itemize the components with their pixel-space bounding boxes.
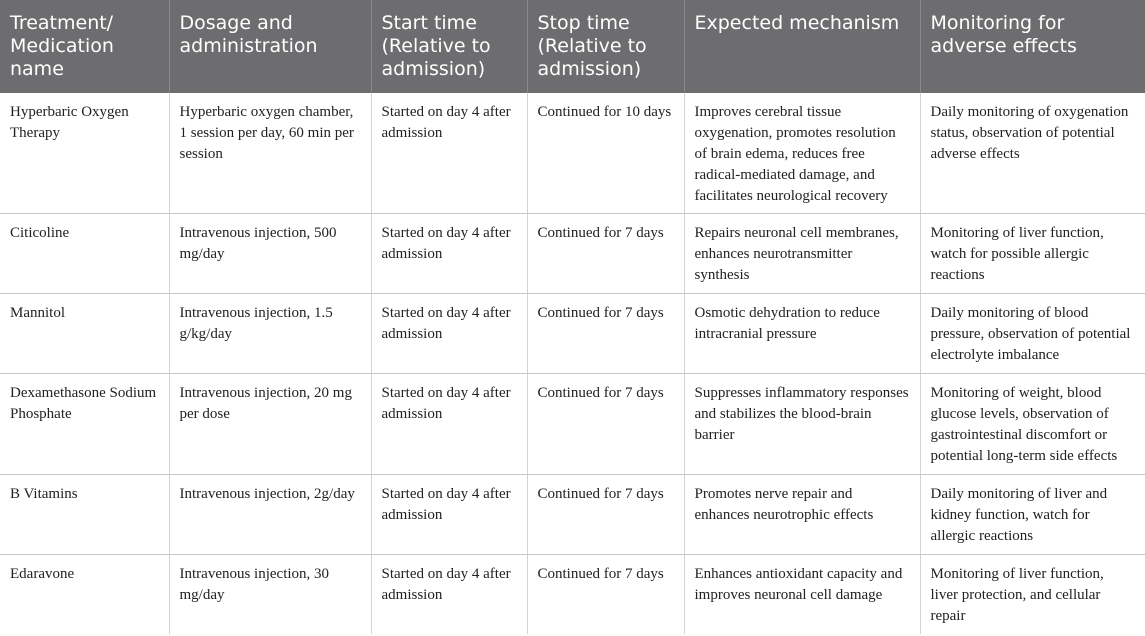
- cell-dosage: Intravenous injection, 20 mg per dose: [169, 374, 371, 475]
- cell-monitoring: Daily monitoring of oxygenation status, observation of potential adverse effects: [920, 93, 1145, 214]
- header-dosage: Dosage and administration: [169, 0, 371, 93]
- cell-start-time: Started on day 4 after admission: [371, 475, 527, 555]
- cell-monitoring: Monitoring of liver function, watch for possible allergic reactions: [920, 214, 1145, 294]
- cell-start-time: Started on day 4 after admission: [371, 214, 527, 294]
- cell-dosage: Intravenous injection, 30 mg/day: [169, 555, 371, 634]
- cell-dosage: Intravenous injection, 500 mg/day: [169, 214, 371, 294]
- cell-mechanism: Repairs neuronal cell membranes, enhances neurotransmitter synthesis: [684, 214, 920, 294]
- header-monitoring: Monitoring for adverse effects: [920, 0, 1145, 93]
- cell-monitoring: Daily monitoring of liver and kidney function, watch for allergic reactions: [920, 475, 1145, 555]
- cell-monitoring: Monitoring of weight, blood glucose levels, observation of gastrointestinal discomfort or potential long-term side effects: [920, 374, 1145, 475]
- cell-mechanism: Osmotic dehydration to reduce intracranial pressure: [684, 294, 920, 374]
- header-start-time: Start time (Relative to admission): [371, 0, 527, 93]
- header-stop-time: Stop time (Relative to admission): [527, 0, 684, 93]
- cell-start-time: Started on day 4 after admission: [371, 294, 527, 374]
- table-row: [0, 294, 1145, 374]
- cell-dosage: Hyperbaric oxygen chamber, 1 session per day, 60 min per session: [169, 93, 371, 214]
- cell-treatment-name: Dexamethasone Sodium Phosphate: [0, 374, 169, 475]
- cell-start-time: Started on day 4 after admission: [371, 555, 527, 634]
- cell-dosage: Intravenous injection, 1.5 g/kg/day: [169, 294, 371, 374]
- cell-monitoring: Monitoring of liver function, liver protection, and cellular repair: [930, 566, 1104, 624]
- cell-mechanism: Improves cerebral tissue oxygenation, promotes resolution of brain edema, reduces free radical-mediated damage, and facilitates neurological recovery: [684, 93, 920, 214]
- cell-start-time: Started on day 4 after admission: [371, 374, 527, 475]
- cell-mechanism: Suppresses inflammatory responses and stabilizes the blood-brain barrier: [684, 374, 920, 475]
- cell-stop-time: Continued for 10 days: [527, 93, 684, 214]
- cell-dosage: Intravenous injection, 2g/day: [169, 475, 371, 555]
- cell-start-time: Started on day 4 after admission: [371, 93, 527, 214]
- table-row: [0, 475, 1145, 555]
- table-row: [0, 374, 1145, 475]
- cell-stop-time: Continued for 7 days: [527, 475, 684, 555]
- table-row: [0, 214, 1145, 294]
- cell-treatment-name: B Vitamins: [0, 475, 169, 555]
- cell-stop-time: Continued for 7 days: [527, 214, 684, 294]
- header-mechanism: Expected mechanism: [684, 0, 920, 93]
- cell-mechanism: Promotes nerve repair and enhances neurotrophic effects: [684, 475, 920, 555]
- table-row: [0, 555, 1145, 634]
- cell-treatment-name: Citicoline: [0, 214, 169, 294]
- cell-stop-time: Continued for 7 days: [527, 374, 684, 475]
- cell-stop-time: Continued for 7 days: [527, 555, 684, 634]
- cell-treatment-name: Hyperbaric Oxygen Therapy: [0, 93, 169, 214]
- cell-treatment-name: Mannitol: [0, 294, 169, 374]
- cell-stop-time: Continued for 7 days: [527, 294, 684, 374]
- header-row: [0, 0, 1145, 93]
- table-body: [0, 93, 1145, 634]
- table-row: [0, 93, 1145, 214]
- cell-treatment-name: Edaravone: [0, 555, 169, 634]
- cell-mechanism: Enhances antioxidant capacity and improves neuronal cell damage: [684, 555, 920, 634]
- table-header: [0, 0, 1145, 93]
- cell-monitoring: Daily monitoring of blood pressure, observation of potential electrolyte imbalance: [920, 294, 1145, 374]
- header-treatment-name: Treatment/ Medication name: [0, 0, 169, 93]
